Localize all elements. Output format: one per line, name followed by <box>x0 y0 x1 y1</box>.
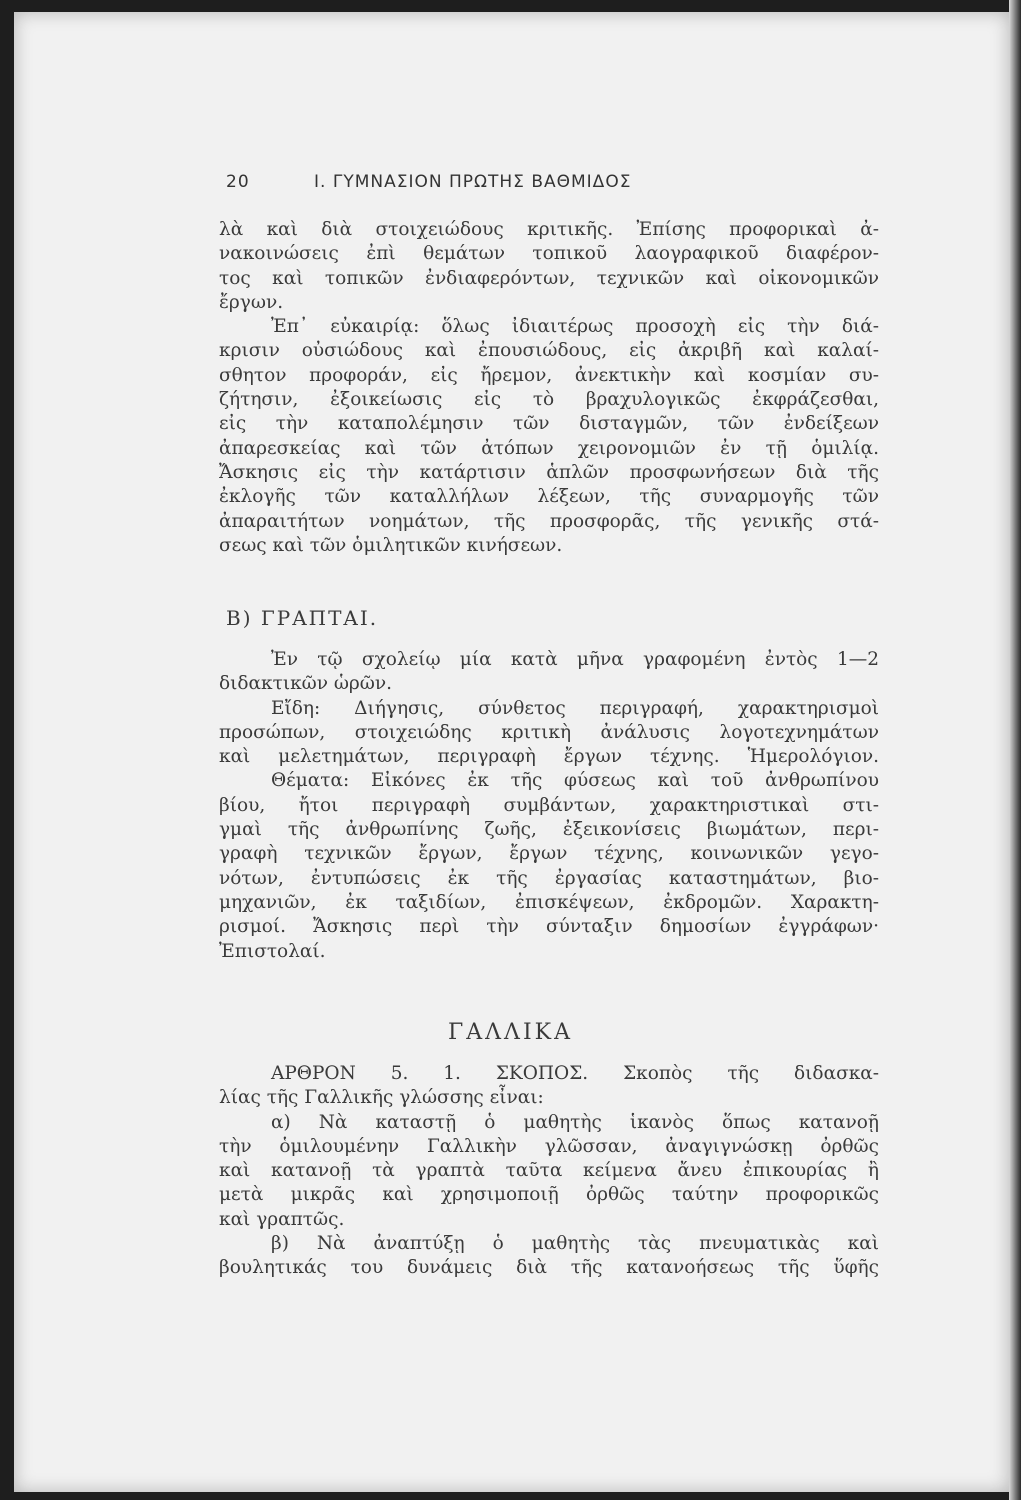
text-line: ἔργων. <box>219 291 284 313</box>
text-line: μηχανιῶν, ἐκ ταξιδίων, ἐπισκέψεων, ἐκδρομῶν. Χαρακτη- <box>219 891 879 913</box>
text-line: λίας τῆς Γαλλικῆς γλώσσης εἶναι: <box>219 1087 544 1109</box>
text-line: Ἐπιστολαί. <box>219 940 326 962</box>
running-title: Ι. ΓΥΜΝΑΣΙΟΝ ΠΡΩΤΗΣ ΒΑΘΜΙΔΟΣ <box>314 172 632 192</box>
text-line: καὶ κατανοῇ τὰ γραπτὰ ταῦτα κείμενα ἄνευ ἐπικουρίας ἢ <box>219 1160 879 1182</box>
text-line: Ἐν τῷ σχολείῳ μία κατὰ μῆνα γραφομένη ἐντὸς 1—2 <box>271 649 879 670</box>
text-line: ΑΡΘΡΟΝ 5. 1. ΣΚΟΠΟΣ. Σκοπὸς τῆς διδασκα- <box>271 1063 879 1084</box>
running-header <box>226 172 631 192</box>
page-number: 20 <box>226 172 250 192</box>
section-title-french: ΓΑΛΛΙΚΑ <box>448 1020 573 1045</box>
text-line: βουλητικάς του δυνάμεις διὰ τῆς κατανοήσεως τῆς ὕφῆς <box>219 1257 879 1279</box>
text-line: ἀπαραιτήτων νοημάτων, τῆς προσφορᾶς, τῆς γενικῆς στά- <box>219 510 879 532</box>
text-line: σεως καὶ τῶν ὁμιλητικῶν κινήσεων. <box>219 534 563 556</box>
text-line: ἐκλογῆς τῶν καταλλήλων λέξεων, τῆς συναρμογῆς τῶν <box>219 486 879 508</box>
text-block-written <box>219 648 879 964</box>
text-line: γραφὴ τεχνικῶν ἔργων, ἔργων τέχνης, κοινωνικῶν γεγο- <box>219 843 879 865</box>
text-line: τος καὶ τοπικῶν ἐνδιαφερόντων, τεχνικῶν καὶ οἰκονομικῶν <box>219 267 879 289</box>
text-line: ζήτησιν, ἐξοικείωσις εἰς τὸ βραχυλογικῶς ἐκφράζεσθαι, <box>219 389 879 411</box>
text-line: κρισιν οὐσιώδους καὶ ἐπουσιώδους, εἰς ἀκριβῆ καὶ καλαί- <box>219 340 879 362</box>
text-line: μετὰ μικρᾶς καὶ χρησιμοποιῇ ὀρθῶς ταύτην προφορικῶς <box>219 1184 879 1206</box>
text-block-oral <box>219 218 879 558</box>
text-line: λὰ καὶ διὰ στοιχειώδους κριτικῆς. Ἐπίσης προφορικαὶ ἀ- <box>219 219 879 240</box>
text-line: νακοινώσεις ἐπὶ θεμάτων τοπικοῦ λαογραφικοῦ διαφέρον- <box>219 243 879 265</box>
scan-edge <box>1009 0 1021 1500</box>
text-line: προσώπων, στοιχειώδης κριτικὴ ἀνάλυσις λογοτεχνημάτων <box>219 721 879 743</box>
text-line: Εἴδη: Διήγησις, σύνθετος περιγραφή, χαρακτηρισμοὶ <box>271 697 879 719</box>
text-line: καὶ γραπτῶς. <box>219 1208 345 1230</box>
text-line: εἰς τὴν καταπολέμησιν τῶν δισταγμῶν, τῶν ἐνδείξεων <box>219 413 879 435</box>
text-line: βίου, ἤτοι περιγραφὴ συμβάντων, χαρακτηριστικαὶ στι- <box>219 794 879 816</box>
text-line: ἀπαρεσκείας καὶ τῶν ἀτόπων χειρονομιῶν ἐν τῇ ὁμιλίᾳ. <box>219 437 879 459</box>
text-line: ρισμοί. Ἄσκησις περὶ τὴν σύνταξιν δημοσίων ἐγγράφων· <box>219 916 879 938</box>
text-line: τὴν ὁμιλουμένην Γαλλικὴν γλῶσσαν, ἀναγιγνώσκῃ ὀρθῶς <box>219 1135 879 1157</box>
text-line: α) Νὰ καταστῇ ὁ μαθητὴς ἱκανὸς ὅπως κατανοῇ <box>271 1111 879 1133</box>
text-line: Ἄσκησις εἰς τὴν κατάρτισιν ἁπλῶν προσφωνήσεων διὰ τῆς <box>219 461 879 483</box>
text-line: νότων, ἐντυπώσεις ἐκ τῆς ἐργασίας καταστημάτων, βιο- <box>219 867 879 889</box>
text-line: Ἐπ᾿ εὐκαιρίᾳ: ὅλως ἰδιαιτέρως προσοχὴ εἰς τὴν διά- <box>271 316 879 338</box>
text-line: γμαὶ τῆς ἀνθρωπίνης ζωῆς, ἐξεικονίσεις βιωμάτων, περι- <box>219 819 879 841</box>
section-heading-written: Β) ΓΡΑΠΤΑΙ. <box>226 606 379 630</box>
text-line: καὶ μελετημάτων, περιγραφὴ ἔργων τέχνης. Ἡμερολόγιον. <box>219 746 879 768</box>
text-line: σθητον προφοράν, εἰς ἤρεμον, ἀνεκτικὴν καὶ κοσμίαν συ- <box>219 364 879 386</box>
text-block-french <box>219 1062 879 1281</box>
text-line: β) Νὰ ἀναπτύξῃ ὁ μαθητὴς τὰς πνευματικὰς καὶ <box>271 1233 879 1255</box>
text-line: διδακτικῶν ὡρῶν. <box>219 673 393 695</box>
text-line: Θέματα: Εἰκόνες ἐκ τῆς φύσεως καὶ τοῦ ἀνθρωπίνου <box>271 770 879 792</box>
